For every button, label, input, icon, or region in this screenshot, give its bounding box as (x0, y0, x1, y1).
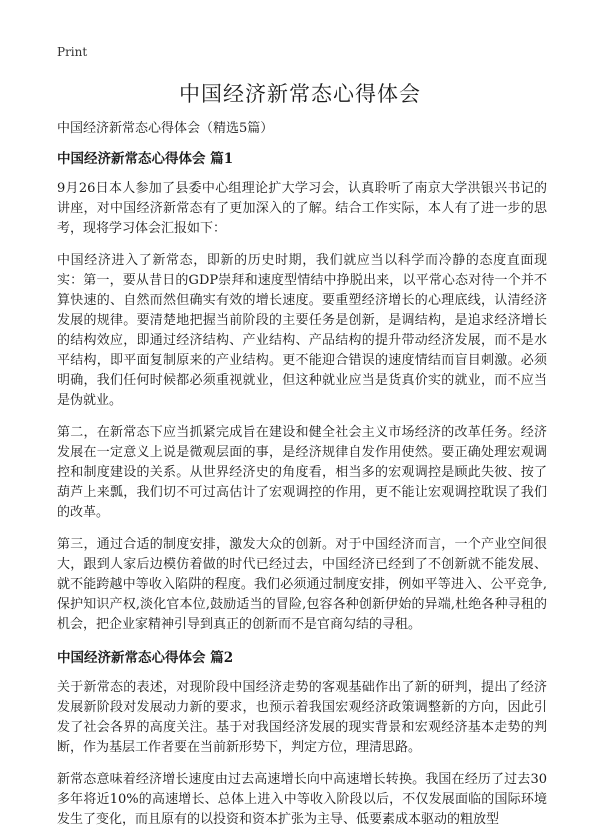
document-title: 中国经济新常态心得体会 (179, 82, 421, 106)
paragraph: 9月26日本人参加了县委中心组理论扩大学习会，认真聆听了南京大学洪银兴书记的讲座，对中国经济新常态有了更加深入的了解。结合工作实际，本人有了进一步的思考，现将学习体会汇报如下： (57, 181, 547, 236)
section-heading-1: 中国经济新常态心得体会 篇1 (57, 151, 234, 167)
document-body (57, 118, 547, 828)
paragraph: 中国经济进入了新常态，即新的历史时期，我们就应当以科学而冷静的态度直面现实：第一，要从昔日的GDP崇拜和速度型情结中挣脱出来，以平常心态对待一个并不算快速的、自然而然但确实有效的增长速度。要重塑经济增长的心理底线，认清经济发展的规律。要清楚地把握当前阶段的主要任务是创新，是调结构，是追求经济增长的结构效应，即通过经济结构、产业结构、产品结构的提升带动经济发展，而不是水平结构，即平面复制原来的产业结构。更不能迎合错误的速度情结而盲目刺激。必须明确，我们任何时候都必须重视就业，但这种就业应当是货真价实的就业，而不应当是伪就业。 (57, 253, 547, 408)
paragraph: 第三，通过合适的制度安排，激发大众的创新。对于中国经济而言，一个产业空间很大，跟到人家后边模仿着做的时代已经过去，中国经济已经到了不创新就不能发展、就不能跨越中等收入陷阱的程度。我们必须通过制度安排，例如平等进入、公平竞争,保护知识产权,淡化官本位,鼓励适当的冒险,包容各种创新伊始的异端,杜绝各种寻租的机会，把企业家精神引导到真正的创新而不是官商勾结的寻租。 (57, 537, 547, 632)
section-heading-2: 中国经济新常态心得体会 篇2 (57, 650, 234, 666)
paragraph: 关于新常态的表述，对现阶段中国经济走势的客观基础作出了新的研判，提出了经济发展新阶段对发展动力新的要求，也预示着我国宏观经济政策调整新的方向，因此引发了社会各界的高度关注。基于对我国经济发展的现实背景和宏观经济基本走势的判断，作为基层工作者要在当前新形势下，判定方位，理清思路。 (57, 680, 547, 755)
document-subtitle: 中国经济新常态心得体会（精选5篇） (57, 121, 274, 136)
paragraph: 新常态意味着经济增长速度由过去高速增长向中高速增长转换。我国在经历了过去30多年将近10%的高速增长、总体上进入中等收入阶段以后，不仅发展面临的国际环境发生了变化，而且原有的以投资和资本扩张为主导、低要素成本驱动的粗放型 (57, 772, 547, 827)
paragraph: 第二，在新常态下应当抓紧完成旨在建设和健全社会主义市场经济的改革任务。经济发展在一定意义上说是微观层面的事，是经济规律自发作用使然。要正确处理宏观调控和制度建设的关系。从世界经济史的角度看，相当多的宏观调控是顾此失彼、按了葫芦上来瓢，我们切不可过高估计了宏观调控的作用，更不能让宏观调控耽误了我们的改革。 (57, 425, 547, 520)
print-link[interactable]: Print (57, 45, 88, 59)
